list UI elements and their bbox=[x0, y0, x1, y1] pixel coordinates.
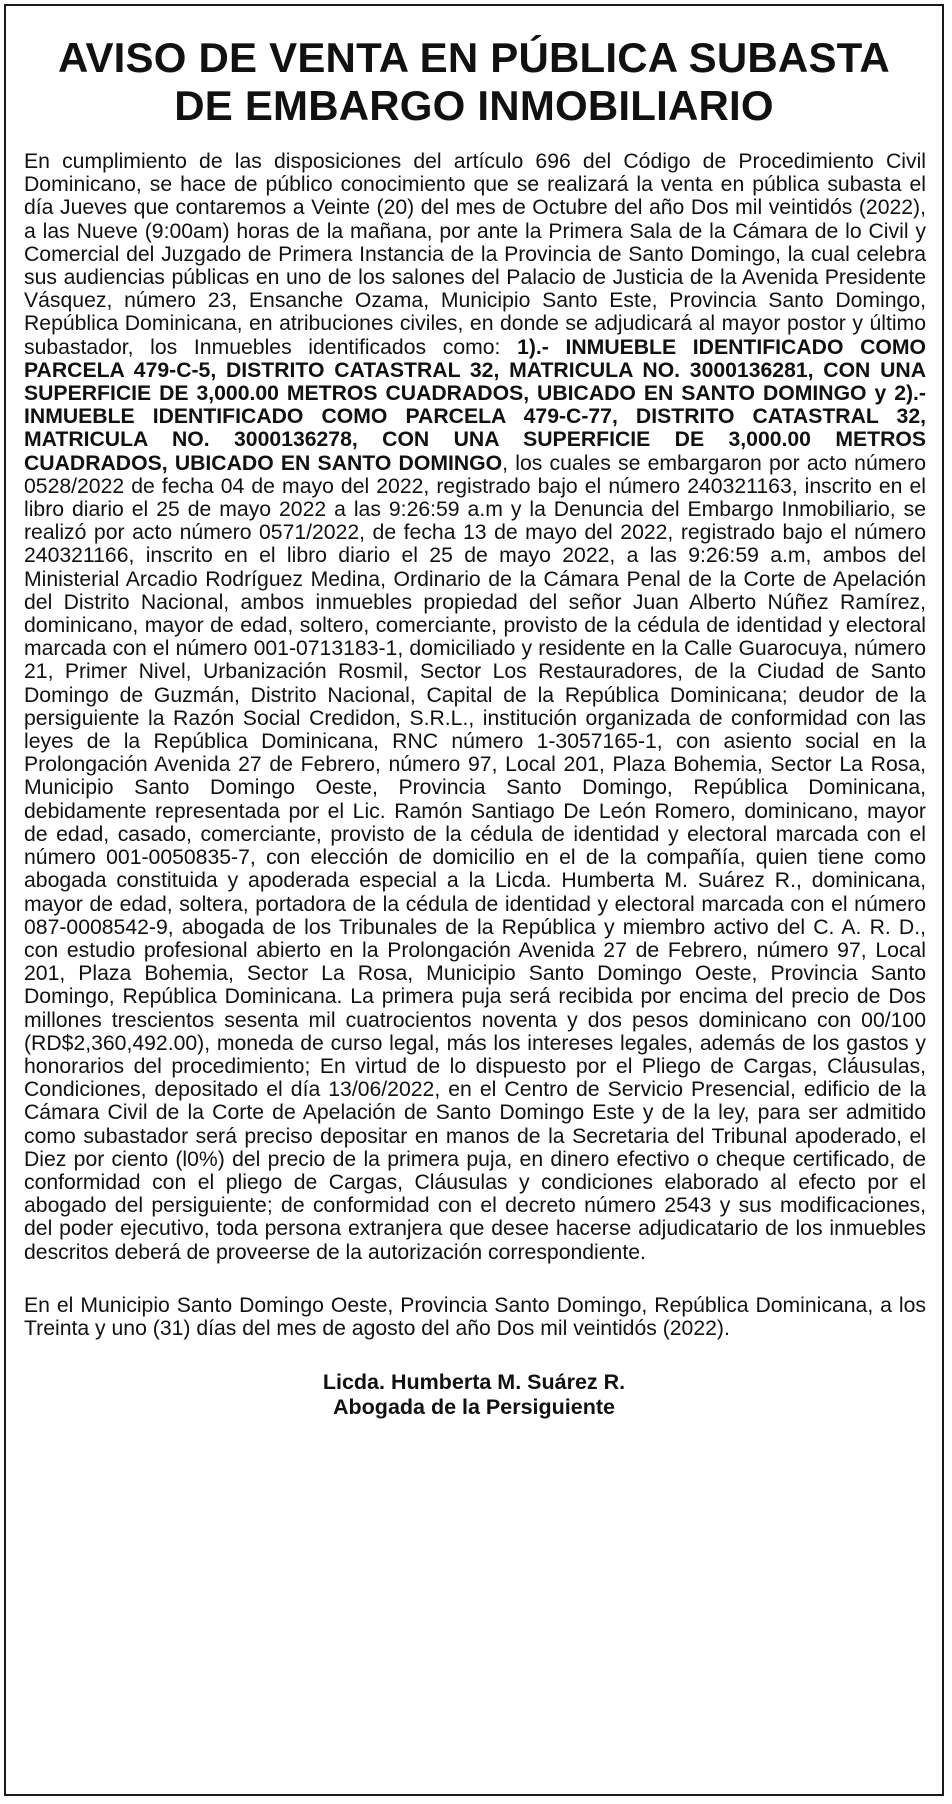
notice-closing: En el Municipio Santo Domingo Oeste, Provincia Santo Domingo, República Dominicana, a los Treinta y uno (31) días del mes de agosto del año Dos mil veintidós (2022). bbox=[24, 1293, 926, 1340]
signature-name: Licda. Humberta M. Suárez R. bbox=[322, 1370, 626, 1395]
body-intro: En cumplimiento de las disposiciones del artículo 696 del Código de Procedimiento Civil Dominicano, se hace de público conocimiento que se realizará la venta en pública subasta el día Jueves que contaremos a Veinte (20) del mes de Octubre del año Dos mil veintidós (2022), a las Nueve (9:00am) horas de la mañana, por ante la Primera Sala de la Cámara de lo Civil y Comercial del Juzgado de Primera Instancia de la Provincia de Santo Domingo, la cual celebra sus audiencias públicas en uno de los salones del Palacio de Justicia de la Avenida Presidente Vásquez, número 23, Ensanche Ozama, Municipio Santo Este, Provincia Santo Domingo, República Dominicana, en atribuciones civiles, en donde se adjudicará al mayor postor y último subastador, los Inmuebles identificados como: bbox=[24, 150, 926, 359]
signature-block bbox=[6, 1370, 942, 1420]
title-line-1: AVISO DE VENTA EN PÚBLICA SUBASTA bbox=[58, 34, 890, 81]
notice-body bbox=[24, 150, 926, 1264]
signature-role: Abogada de la Persiguiente bbox=[333, 1395, 615, 1420]
properties-description: 1).- INMUEBLE IDENTIFICADO COMO PARCELA 479-C-5, DISTRITO CATASTRAL 32, MATRICULA NO. 3000136281, CON UNA SUPERFICIE DE 3,000.00 METROS CUADRADOS, UBICADO EN SANTO DOMINGO y 2).- INMUEBLE IDENTIFICADO COMO PARCELA 479-C-77, DISTRITO CATASTRAL 32, MATRICULA NO. 3000136278, CON UNA SUPERFICIE DE 3,000.00 METROS CUADRADOS, UBICADO EN SANTO DOMINGO bbox=[24, 335, 926, 475]
title-line-2: DE EMBARGO INMOBILIARIO bbox=[174, 82, 774, 129]
notice-title bbox=[22, 34, 926, 130]
legal-notice bbox=[4, 4, 944, 1796]
body-rest: , los cuales se embargaron por acto número 0528/2022 de fecha 04 de mayo del 2022, registrado bajo el número 240321163, inscrito en el libro diario el 25 de mayo 2022 a las 9:26:59 a.m y la Denuncia del Embargo Inmobiliario, se realizó por acto número 0571/2022, de fecha 13 de mayo del 2022, registrado bajo el número 240321166, inscrito en el libro diario el 25 de mayo 2022, a las 9:26:59 a.m, ambos del Ministerial Arcadio Rodríguez Medina, Ordinario de la Cámara Penal de la Corte de Apelación del Distrito Nacional, ambos inmuebles propiedad del señor Juan Alberto Núñez Ramírez, dominicano, mayor de edad, soltero, comerciante, provisto de la cédula de identidad y electoral marcada con el número 001-0713183-1, domiciliado y residente en la Calle Guarocuya, número 21, Primer Nivel, Urbanización Rosmil, Sector Los Restauradores, de la Ciudad de Santo Domingo de Guzmán, Distrito Nacional, Capital de la República Dominicana; deudor de la persiguiente la Razón Social Credidon, S.R.L., institución organizada de conformidad con las leyes de la República Dominicana, RNC número 1-3057165-1, con asiento social en la Prolongación Avenida 27 de Febrero, número 97, Local 201, Plaza Bohemia, Sector La Rosa, Municipio Santo Domingo Oeste, Provincia Santo Domingo, República Dominicana, debidamente representada por el Lic. Ramón Santiago De León Romero, dominicano, mayor de edad, casado, comerciante, provisto de la cédula de identidad y electoral marcada con el número 001-0050835-7, con elección de domicilio en el de la compañía, quien tiene como abogada constituida y apoderada especial a la Licda. Humberta M. Suárez R., dominicana, mayor de edad, soltera, portadora de la cédula de identidad y electoral marcada con el número 087-0008542-9, abogada de los Tribunales de la República y miembro activo del C. A. R. D., con estudio profesional abierto en la Prolongación Avenida 27 de Febrero, número 97, Local 201, Plaza Bohemia, Sector La Rosa, Municipio Santo Domingo Oeste, Provincia Santo Domingo, República Dominicana. La primera puja será recibida por encima del precio de Dos millones trescientos sesenta mil cuatrocientos noventa y dos pesos dominicano con 00/100 (RD$2,360,492.00), moneda de curso legal, más los intereses legales, además de los gastos y honorarios del procedimiento; En virtud de lo dispuesto por el Pliego de Cargas, Cláusulas, Condiciones, depositado el día 13/06/2022, en el Centro de Servicio Presencial, edificio de la Cámara Civil de la Corte de Apelación de Santo Domingo Este y de la ley, para ser admitido como subastador será preciso depositar en manos de la Secretaria del Tribunal apoderado, el Diez por ciento (l0%) del precio de la primera puja, en dinero efectivo o cheque certificado, de conformidad con el pliego de Cargas, Cláusulas y condiciones elaborado al efecto por el abogado del persiguiente; de conformidad con el decreto número 2543 y sus modificaciones, del poder ejecutivo, toda persona extranjera que desee hacerse adjudicatario de los inmuebles descritos deberá de proveerse de la autorización correspondiente. bbox=[24, 451, 927, 1264]
